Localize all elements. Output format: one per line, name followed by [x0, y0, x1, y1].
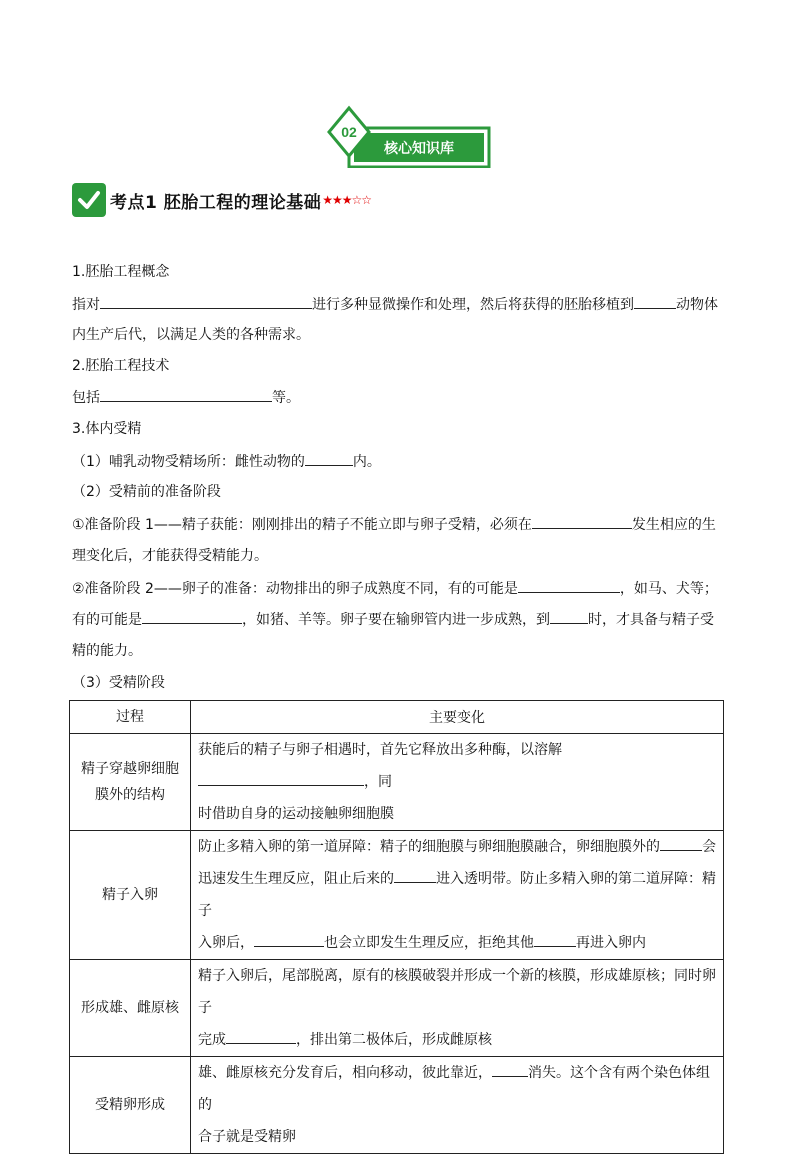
- answer-blank[interactable]: [550, 609, 588, 624]
- heading-concept: 1.胚胎工程概念: [72, 264, 170, 280]
- table-row: [70, 960, 724, 1057]
- table-row-label: 精子入卵: [70, 831, 191, 960]
- paragraph-line: 精的能力。: [72, 643, 142, 659]
- subheading-fertilization-stage: （3）受精阶段: [72, 675, 165, 691]
- paragraph-line: 有的可能是 ，如猪、羊等。卵子要在输卵管内进一步成熟，到 时，才具备与精子受: [72, 609, 714, 630]
- checkmark-icon: [72, 183, 106, 217]
- table-header-row: [70, 701, 724, 734]
- paragraph-line: ②准备阶段 2——卵子的准备：动物排出的卵子成熟度不同，有的可能是 ，如马、犬等；: [72, 578, 718, 599]
- difficulty-stars: ★★★☆☆: [322, 193, 372, 207]
- paragraph-line: 内生产后代，以满足人类的各种需求。: [72, 327, 310, 343]
- table-row-label: 精子穿越卵细胞 膜外的结构: [70, 734, 191, 831]
- section-badge: [305, 104, 491, 168]
- answer-blank[interactable]: [492, 1062, 528, 1077]
- table-row-content: 获能后的精子与卵子相遇时，首先它释放出多种酶，以溶解，同 时借助自身的运动接触卵细胞膜: [191, 734, 724, 831]
- answer-blank[interactable]: [226, 1029, 296, 1044]
- table-row: [70, 734, 724, 831]
- answer-blank[interactable]: [254, 932, 324, 947]
- answer-blank[interactable]: [518, 578, 620, 593]
- table-header-cell: 主要变化: [191, 701, 724, 734]
- answer-blank[interactable]: [100, 294, 312, 309]
- section-number: 02: [341, 124, 357, 140]
- answer-blank[interactable]: [534, 932, 576, 947]
- table-header-cell: 过程: [70, 701, 191, 734]
- paragraph-line: 包括 等。: [72, 387, 300, 408]
- paragraph-line: 指对 进行多种显微操作和处理，然后将获得的胚胎移植到 动物体: [72, 294, 718, 315]
- paragraph-line: ①准备阶段 1——精子获能：刚刚排出的精子不能立即与卵子受精，必须在 发生相应的生: [72, 514, 716, 535]
- table-row-label: 受精卵形成: [70, 1057, 191, 1154]
- table-row: [70, 831, 724, 960]
- table-row-label: 形成雄、雌原核: [70, 960, 191, 1057]
- table-row-content: 雄、雌原核充分发育后，相向移动，彼此靠近， 消失。这个含有两个染色体组的 合子就是受精卵: [191, 1057, 724, 1154]
- answer-blank[interactable]: [634, 294, 676, 309]
- answer-blank[interactable]: [142, 609, 242, 624]
- answer-blank[interactable]: [198, 771, 364, 786]
- table-row-content: 防止多精入卵的第一道屏障：精子的细胞膜与卵细胞膜融合，卵细胞膜外的 会 迅速发生生理反应，阻止后来的 进入透明带。防止多精入卵的第二道屏障：精子 入卵后， 也会立即发生生理反应，拒绝其他 再进入卵内: [191, 831, 724, 960]
- heading-technique: 2.胚胎工程技术: [72, 358, 170, 374]
- paragraph-line: 理变化后，才能获得受精能力。: [72, 548, 268, 564]
- answer-blank[interactable]: [394, 868, 436, 883]
- fertilization-table: [69, 700, 724, 1154]
- topic-title: 考点1 胚胎工程的理论基础: [110, 192, 322, 213]
- answer-blank[interactable]: [305, 451, 353, 466]
- answer-blank[interactable]: [100, 387, 272, 402]
- section-title: 核心知识库: [384, 141, 454, 157]
- answer-blank[interactable]: [532, 514, 632, 529]
- answer-blank[interactable]: [660, 836, 702, 851]
- table-row-content: 精子入卵后，尾部脱离，原有的核膜破裂并形成一个新的核膜，形成雄原核；同时卵子 完成 ，排出第二极体后，形成雌原核: [191, 960, 724, 1057]
- table-row: [70, 1057, 724, 1154]
- topic-heading: [72, 182, 371, 218]
- heading-fertilization: 3.体内受精: [72, 421, 142, 437]
- subheading-prep: （2）受精前的准备阶段: [72, 484, 221, 500]
- paragraph-line: （1）哺乳动物受精场所：雌性动物的 内。: [72, 451, 381, 472]
